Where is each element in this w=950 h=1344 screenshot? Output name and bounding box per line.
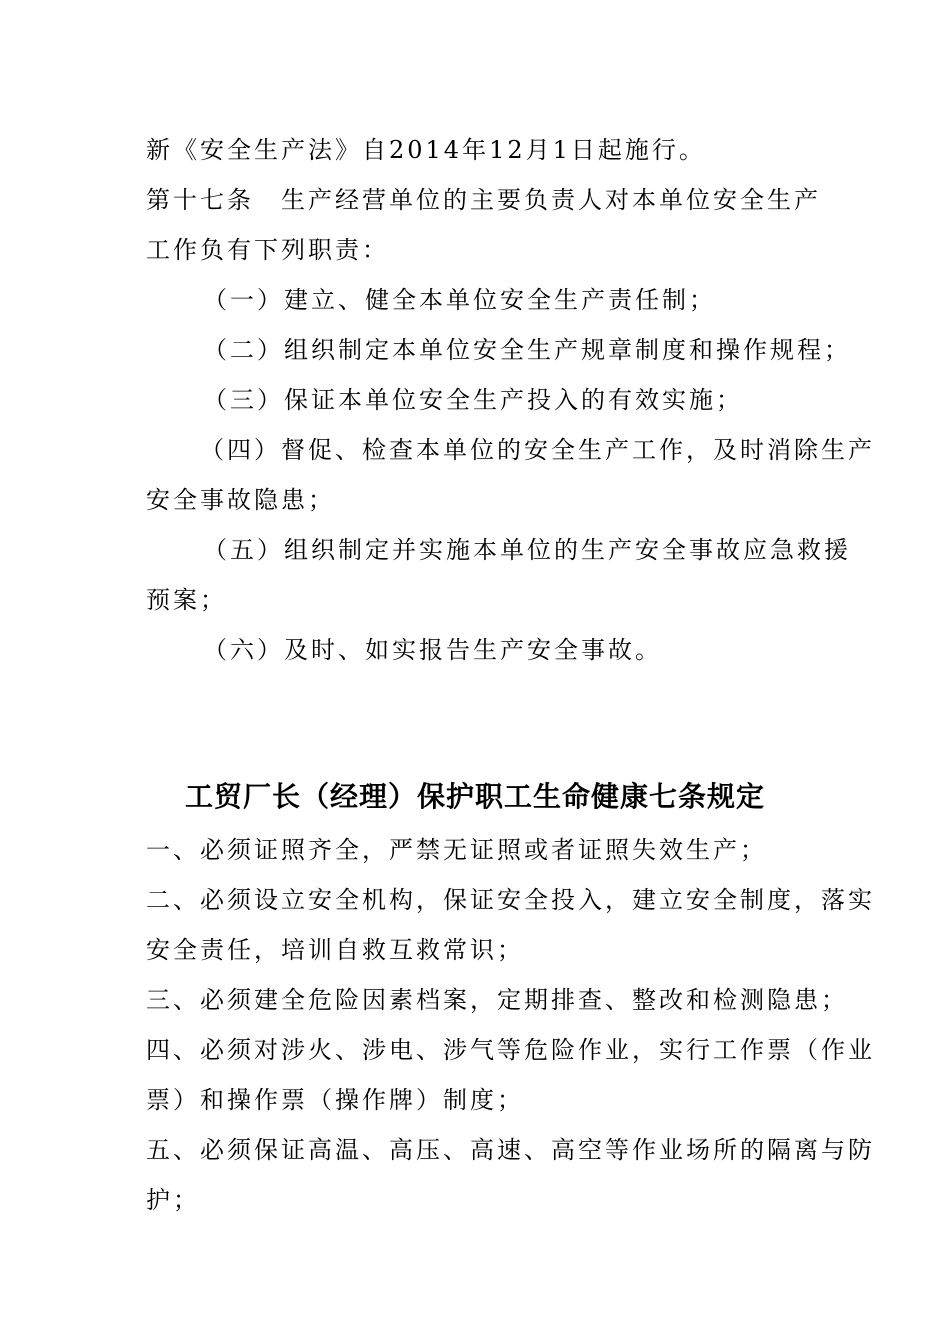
article-17-line-2: 工作负有下列职责： <box>146 236 389 264</box>
duty-item-5-line-1: （五）组织制定并实施本单位的生产安全事故应急救援 <box>203 536 851 564</box>
duty-item-3: （三）保证本单位安全生产投入的有效实施； <box>203 386 743 414</box>
rule-3: 三、必须建全危险因素档案，定期排查、整改和检测隐患； <box>146 986 848 1014</box>
rule-4-line-1: 四、必须对涉火、涉电、涉气等危险作业，实行工作票（作业 <box>146 1036 875 1064</box>
law-effective-date-line: 新《安全生产法》自2014年12月1日起施行。 <box>146 136 706 164</box>
article-17-line-1: 第十七条 生产经营单位的主要负责人对本单位安全生产 <box>146 186 821 214</box>
duty-item-1: （一）建立、健全本单位安全生产责任制； <box>203 286 716 314</box>
rule-4-line-2: 票）和操作票（操作牌）制度； <box>146 1086 524 1114</box>
rule-5-line-2: 护； <box>146 1186 200 1214</box>
rule-2-line-2: 安全责任，培训自救互救常识； <box>146 936 524 964</box>
section-heading: 工贸厂长（经理）保护职工生命健康七条规定 <box>184 780 765 813</box>
rule-5-line-1: 五、必须保证高温、高压、高速、高空等作业场所的隔离与防 <box>146 1136 875 1164</box>
duty-item-5-line-2: 预案； <box>146 586 227 614</box>
duty-item-4-line-2: 安全事故隐患； <box>146 486 335 514</box>
duty-item-6: （六）及时、如实报告生产安全事故。 <box>203 636 662 664</box>
duty-item-4-line-1: （四）督促、检查本单位的安全生产工作，及时消除生产 <box>200 436 875 464</box>
rule-1: 一、必须证照齐全，严禁无证照或者证照失效生产； <box>146 836 767 864</box>
duty-item-2: （二）组织制定本单位安全生产规章制度和操作规程； <box>203 336 851 364</box>
rule-2-line-1: 二、必须设立安全机构，保证安全投入，建立安全制度，落实 <box>146 886 875 914</box>
